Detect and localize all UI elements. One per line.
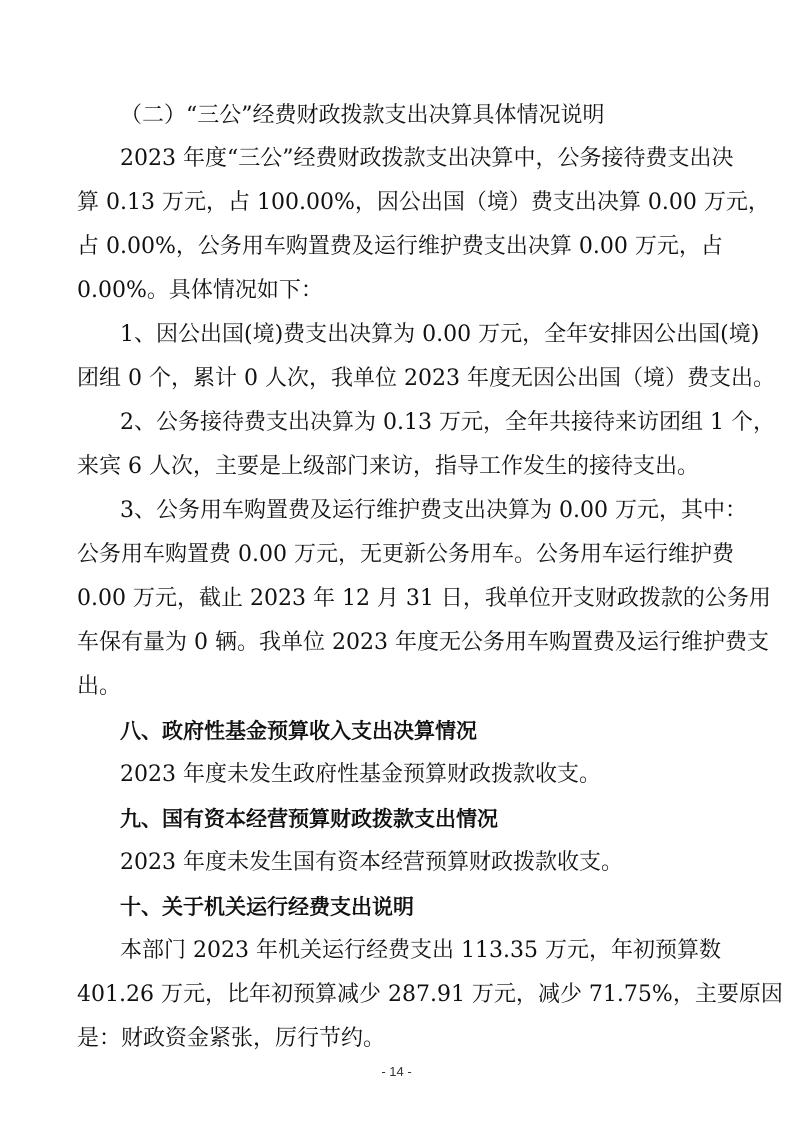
section-heading-operating-expenses: 十、关于机关运行经费支出说明	[120, 895, 414, 919]
paragraph-line: 3、公务用车购置费及运行维护费支出决算为 0.00 万元，其中：	[120, 498, 747, 523]
paragraph-line: 占 0.00%，公务用车购置费及运行维护费支出决算 0.00 万元，占	[77, 234, 723, 259]
paragraph-line: 2023 年度未发生政府性基金预算财政拨款收支。	[120, 762, 601, 787]
paragraph-line: 是：财政资金紧张，厉行节约。	[77, 1026, 386, 1051]
page-number: - 14 -	[381, 1064, 412, 1079]
paragraph-line: 出。	[77, 674, 122, 699]
paragraph-line: 2023 年度“三公”经费财政拨款支出决算中，公务接待费支出决	[120, 146, 734, 171]
paragraph-line: 2、公务接待费支出决算为 0.13 万元，全年共接待来访团组 1 个，	[120, 410, 775, 435]
paragraph-line: 0.00%。具体情况如下：	[77, 278, 323, 303]
paragraph-line: 本部门 2023 年机关运行经费支出 113.35 万元，年初预算数	[120, 938, 721, 963]
section-subheading-three-public-expenses: （二）“三公”经费财政拨款支出决算具体情况说明	[120, 103, 605, 128]
paragraph-line: 401.26 万元，比年初预算减少 287.91 万元，减少 71.75%，主要原因	[77, 982, 783, 1007]
paragraph-line: 2023 年度未发生国有资本经营预算财政拨款收支。	[120, 850, 623, 875]
paragraph-line: 来宾 6 人次，主要是上级部门来访，指导工作发生的接待支出。	[77, 454, 699, 479]
paragraph-line: 0.00 万元，截止 2023 年 12 月 31 日，我单位开支财政拨款的公务用	[77, 586, 771, 611]
paragraph-line: 1、因公出国(境)费支出决算为 0.00 万元，全年安排因公出国(境)	[120, 322, 760, 347]
section-heading-state-capital: 九、国有资本经营预算财政拨款支出情况	[120, 807, 498, 831]
paragraph-line: 车保有量为 0 辆。我单位 2023 年度无公务用车购置费及运行维护费支	[77, 630, 769, 655]
paragraph-line: 公务用车购置费 0.00 万元，无更新公务用车。公务用车运行维护费	[77, 542, 734, 567]
paragraph-line: 团组 0 个，累计 0 人次，我单位 2023 年度无因公出国（境）费支出。	[77, 366, 775, 391]
section-heading-government-fund: 八、政府性基金预算收入支出决算情况	[120, 719, 477, 743]
paragraph-line: 算 0.13 万元，占 100.00%，因公出国（境）费支出决算 0.00 万元，	[77, 190, 770, 215]
